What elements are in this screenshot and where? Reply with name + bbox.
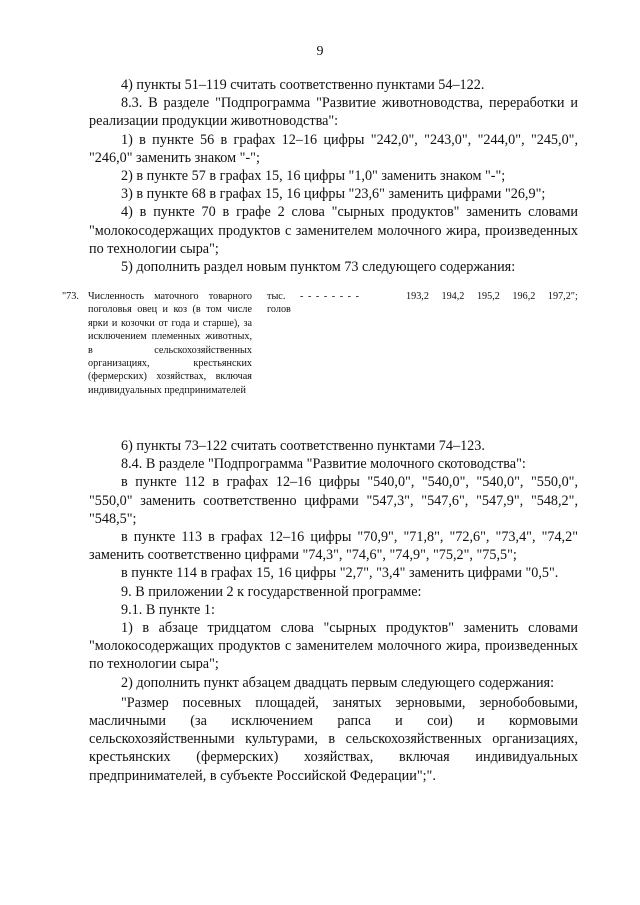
paragraph: 1) в абзаце тридцатом слова "сырных продуктов" заменить словами "молокосодержащих продуктов с заменителем молочного жира, произведенных по технологии сыра"; bbox=[89, 620, 578, 673]
paragraph: 6) пункты 73–122 считать соответственно пунктами 74–123. bbox=[121, 438, 485, 454]
row-values bbox=[406, 290, 588, 303]
document-body-bottom bbox=[89, 437, 578, 785]
table-row bbox=[62, 290, 602, 430]
row-value: 193,2 bbox=[406, 291, 429, 302]
row-empty-cells: - - - - - - - - bbox=[300, 291, 360, 302]
row-value: 196,2 bbox=[512, 291, 536, 302]
row-number: "73. bbox=[62, 291, 79, 302]
paragraph: 5) дополнить раздел новым пунктом 73 следующего содержания: bbox=[121, 259, 516, 276]
document-body-top bbox=[89, 76, 578, 276]
paragraph: 2) дополнить пункт абзацем двадцать первым следующего содержания: bbox=[121, 674, 555, 691]
paragraph: в пункте 114 в графах 15, 16 цифры "2,7", "3,4" заменить цифрами "0,5". bbox=[121, 565, 559, 582]
paragraph: в пункте 112 в графах 12–16 цифры "540,0", "540,0", "540,0", "550,0", "550,0" заменить соответственно цифрами "547,3", "547,6", "547,9", "548,2", "548,5"; bbox=[89, 474, 578, 527]
row-value: 194,2 bbox=[441, 291, 465, 302]
row-value: 195,2 bbox=[476, 291, 500, 302]
row-indicator-name: Численность маточного товарного поголовья овец и коз (в том числе ярки и козочки от года и старше), за исключением племенных животных, в сельскохозяйственных организациях, крестьянских (фермерских) хозяйствах, включая индивидуальных предпринимателей bbox=[88, 291, 252, 396]
row-value: 197,2"; bbox=[547, 291, 578, 302]
paragraph: 4) в пункте 70 в графе 2 слова "сырных продуктов" заменить словами "молокосодержащих продуктов с заменителем молочного жира, произведенных по технологии сыра"; bbox=[89, 204, 578, 257]
paragraph: в пункте 113 в графах 12–16 цифры "70,9", "71,8", "72,6", "73,4", "74,2" заменить соответственно цифрами "74,3", "74,6", "74,9", "75,2", "75,5"; bbox=[89, 529, 578, 564]
paragraph: 9. В приложении 2 к государственной программе: bbox=[121, 583, 422, 600]
paragraph: 9.1. В пункте 1: bbox=[121, 601, 215, 618]
paragraph: 2) в пункте 57 в графах 15, 16 цифры "1,0" заменить знаком "-"; bbox=[121, 168, 506, 185]
page-number: 9 bbox=[316, 44, 324, 59]
row-unit: тыс. голов bbox=[267, 291, 291, 316]
paragraph: 1) в пункте 56 в графах 12–16 цифры "242,0", "243,0", "244,0", "245,0", "246,0" заменить знаком "-"; bbox=[89, 131, 578, 166]
paragraph: 3) в пункте 68 в графах 15, 16 цифры "23,6" заменить цифрами "26,9"; bbox=[121, 186, 546, 203]
paragraph: 4) пункты 51–119 считать соответственно пунктами 54–122. bbox=[121, 77, 485, 93]
paragraph: 8.4. В разделе "Подпрограмма "Развитие молочного скотоводства": bbox=[121, 456, 526, 473]
quoted-paragraph: "Размер посевных площадей, занятых зерновыми, зернобобовыми, масличными (за исключением рапса и сои) и кормовыми сельскохозяйственными культурами, в сельскохозяйственных организациях, крестьянских (фермерских) хозяйствах, включая индивидуальных предпринимателей, в субъекте Российской Федерации";". bbox=[89, 694, 578, 784]
paragraph: 8.3. В разделе "Подпрограмма "Развитие животноводства, переработки и реализации продукции животноводства": bbox=[89, 95, 578, 130]
